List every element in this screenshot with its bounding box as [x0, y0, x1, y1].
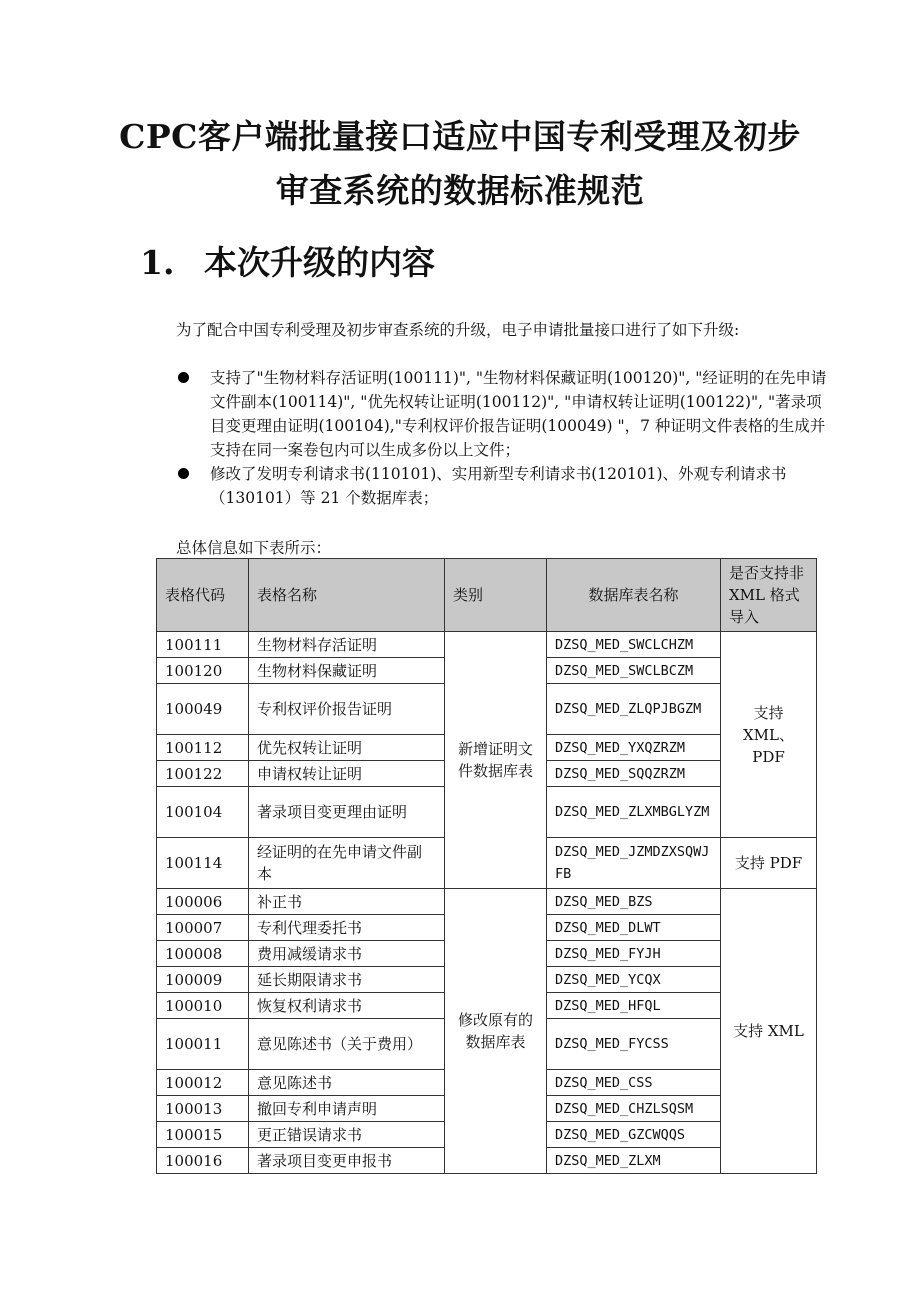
bullet-text: 支持了"生物材料存活证明(100111)", "生物材料保藏证明(100120)", "经证明的在先申请文件副本(100114)", "优先权转让证明(100112)", "申请权转让证明(100122)", "著录项目变更理由证明(100104),"专利权评价报告证明(100049) "，7 种证明文件表格的生成并支持在同一案卷包内可以生成多份以上文件；	[210, 369, 827, 459]
db-table-cell: DZSQ_MED_ZLXM	[547, 1148, 721, 1174]
form-name-cell: 专利代理委托书	[249, 915, 445, 941]
db-table-cell: DZSQ_MED_ZLQPJBGZM	[547, 684, 721, 735]
form-name-cell: 著录项目变更申报书	[249, 1148, 445, 1174]
form-code-cell: 100112	[157, 735, 249, 761]
form-name-cell: 意见陈述书	[249, 1070, 445, 1096]
bullet-dot-icon	[178, 468, 189, 479]
form-name-cell: 费用减缓请求书	[249, 941, 445, 967]
support-xml-cell: 支持 XML	[721, 889, 817, 1174]
bullet-dot-icon	[178, 372, 189, 383]
db-table-cell: DZSQ_MED_ZLXMBGLYZM	[547, 787, 721, 838]
form-name-cell: 申请权转让证明	[249, 761, 445, 787]
header-non-xml-support: 是否支持非 XML 格式导入	[721, 559, 817, 632]
form-code-cell: 100016	[157, 1148, 249, 1174]
db-table-cell: DZSQ_MED_YXQZRZM	[547, 735, 721, 761]
bullet-text: 修改了发明专利请求书(110101)、实用新型专利请求书(120101)、外观专利请求书（130101）等 21 个数据库表；	[210, 465, 787, 507]
bullet-list	[178, 366, 834, 510]
db-table-cell: DZSQ_MED_GZCWQQS	[547, 1122, 721, 1148]
form-code-cell: 100015	[157, 1122, 249, 1148]
table-row	[157, 889, 817, 915]
db-table-cell: DZSQ_MED_FYCSS	[547, 1019, 721, 1070]
form-code-cell: 100011	[157, 1019, 249, 1070]
title-line-1: CPC客户端批量接口适应中国专利受理及初步	[119, 117, 801, 156]
form-name-cell: 生物材料保藏证明	[249, 658, 445, 684]
db-table-cell: DZSQ_MED_SWCLCHZM	[547, 632, 721, 658]
bullet-item	[178, 366, 834, 462]
form-code-cell: 100114	[157, 838, 249, 889]
db-table-cell: DZSQ_MED_DLWT	[547, 915, 721, 941]
category-modified-cell: 修改原有的数据库表	[445, 889, 547, 1174]
db-table-cell: DZSQ_MED_JZMDZXSQWJFB	[547, 838, 721, 889]
document-title	[90, 110, 830, 218]
intro-paragraph: 为了配合中国专利受理及初步审查系统的升级，电子申请批量接口进行了如下升级:	[176, 321, 740, 339]
header-category: 类别	[445, 559, 547, 632]
form-code-cell: 100049	[157, 684, 249, 735]
table-row	[157, 632, 817, 658]
form-code-cell: 100111	[157, 632, 249, 658]
db-table-cell: DZSQ_MED_YCQX	[547, 967, 721, 993]
form-name-cell: 生物材料存活证明	[249, 632, 445, 658]
form-name-cell: 优先权转让证明	[249, 735, 445, 761]
category-new-cell: 新增证明文件数据库表	[445, 632, 547, 889]
form-name-cell: 延长期限请求书	[249, 967, 445, 993]
form-name-cell: 意见陈述书（关于费用）	[249, 1019, 445, 1070]
form-name-cell: 著录项目变更理由证明	[249, 787, 445, 838]
header-form-name: 表格名称	[249, 559, 445, 632]
db-table-cell: DZSQ_MED_SQQZRZM	[547, 761, 721, 787]
form-code-cell: 100122	[157, 761, 249, 787]
db-table-cell: DZSQ_MED_CSS	[547, 1070, 721, 1096]
form-code-cell: 100009	[157, 967, 249, 993]
form-name-cell: 更正错误请求书	[249, 1122, 445, 1148]
section-title: 本次升级的内容	[204, 243, 435, 282]
header-form-code: 表格代码	[157, 559, 249, 632]
form-code-cell: 100013	[157, 1096, 249, 1122]
table-caption: 总体信息如下表所示：	[176, 539, 332, 557]
form-code-cell: 100007	[157, 915, 249, 941]
form-code-cell: 100104	[157, 787, 249, 838]
form-name-cell: 专利权评价报告证明	[249, 684, 445, 735]
form-name-cell: 补正书	[249, 889, 445, 915]
db-table-cell: DZSQ_MED_CHZLSQSM	[547, 1096, 721, 1122]
header-db-table: 数据库表名称	[547, 559, 721, 632]
db-table-cell: DZSQ_MED_SWCLBCZM	[547, 658, 721, 684]
form-name-cell: 经证明的在先申请文件副本	[249, 838, 445, 889]
bullet-item	[178, 462, 834, 510]
table-header-row	[157, 559, 817, 632]
title-line-2: 审查系统的数据标准规范	[275, 171, 645, 210]
form-code-cell: 100012	[157, 1070, 249, 1096]
form-name-cell: 撤回专利申请声明	[249, 1096, 445, 1122]
form-code-cell: 100008	[157, 941, 249, 967]
spec-table	[156, 558, 817, 1174]
form-code-cell: 100120	[157, 658, 249, 684]
db-table-cell: DZSQ_MED_HFQL	[547, 993, 721, 1019]
section-number: 1.	[140, 243, 175, 282]
form-code-cell: 100010	[157, 993, 249, 1019]
db-table-cell: DZSQ_MED_BZS	[547, 889, 721, 915]
form-code-cell: 100006	[157, 889, 249, 915]
section-heading	[140, 240, 435, 286]
support-xml-pdf-cell: 支持 XML、PDF	[721, 632, 817, 838]
db-table-cell: DZSQ_MED_FYJH	[547, 941, 721, 967]
form-name-cell: 恢复权利请求书	[249, 993, 445, 1019]
support-pdf-cell: 支持 PDF	[721, 838, 817, 889]
